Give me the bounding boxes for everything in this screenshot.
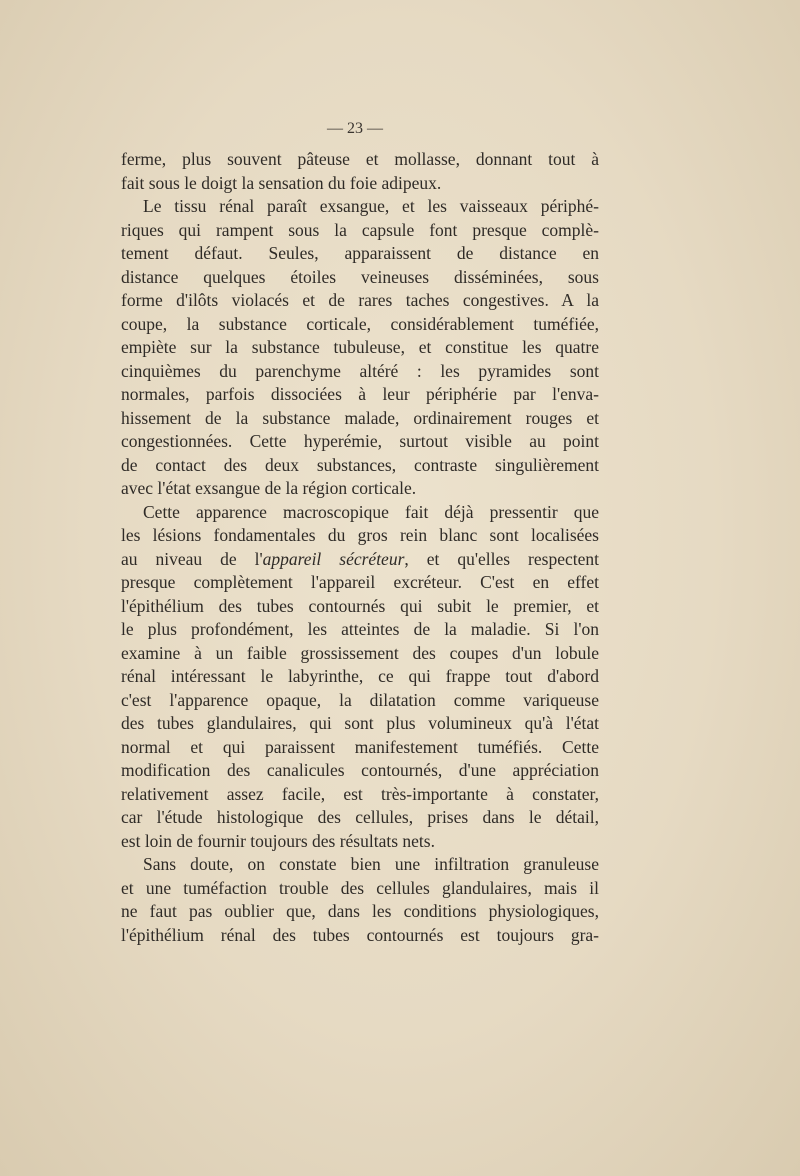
- text-line: cinquièmes du parenchyme altéré : les pyramides sont: [121, 360, 599, 381]
- text-line: Cette apparence macroscopique fait déjà pressentir que: [143, 501, 599, 522]
- text-line: empiète sur la substance tubuleuse, et constitue les quatre: [121, 337, 599, 357]
- text-line: coupe, la substance corticale, considérablement tuméfiée,: [121, 313, 599, 334]
- text-line: rénal intéressant le labyrinthe, ce qui frappe tout d'abord: [121, 666, 599, 686]
- text-line: riques qui rampent sous la capsule font presque complè-: [121, 219, 599, 240]
- text-line: de contact des deux substances, contraste singulièrement: [121, 454, 599, 475]
- text-line: hissement de la substance malade, ordinairement rouges et: [121, 407, 599, 428]
- text-line: l'épithélium des tubes contournés qui subit le premier, et: [121, 595, 599, 616]
- text-line: ne faut pas oublier que, dans les conditions physiologiques,: [121, 901, 599, 921]
- text-line: c'est l'apparence opaque, la dilatation comme variqueuse: [121, 689, 599, 710]
- text-line: normales, parfois dissociées à leur périphérie par l'enva-: [121, 384, 599, 404]
- text-line: Le tissu rénal paraît exsangue, et les vaisseaux périphé-: [143, 196, 599, 216]
- text-line: et une tuméfaction trouble des cellules glandulaires, mais il: [121, 877, 599, 898]
- text-line: tement défaut. Seules, apparaissent de distance en: [121, 243, 599, 263]
- text-line: les lésions fondamentales du gros rein blanc sont localisées: [121, 525, 599, 545]
- body-text: [121, 148, 599, 947]
- text-line: distance quelques étoiles veineuses disséminées, sous: [121, 266, 599, 287]
- text-line: car l'étude histologique des cellules, prises dans le détail,: [121, 807, 599, 827]
- text-line: forme d'ilôts violacés et de rares taches congestives. A la: [121, 290, 599, 310]
- text-line: l'épithélium rénal des tubes contournés est toujours gra-: [121, 924, 599, 945]
- text-segment: , et qu'elles respectent: [404, 548, 599, 569]
- text-line: congestionnées. Cette hyperémie, surtout visible au point: [121, 431, 599, 451]
- text-line: Sans doute, on constate bien une infiltration granuleuse: [143, 854, 599, 874]
- text-line: est loin de fournir toujours des résultats nets.: [121, 830, 435, 851]
- text-line: fait sous le doigt la sensation du foie adipeux.: [121, 172, 442, 193]
- text-line: normal et qui paraissent manifestement tuméfiés. Cette: [121, 736, 599, 757]
- text-line: avec l'état exsangue de la région corticale.: [121, 478, 417, 498]
- text-line: presque complètement l'appareil excréteur. C'est en effet: [121, 572, 599, 592]
- text-line: ferme, plus souvent pâteuse et mollasse, donnant tout à: [121, 149, 599, 169]
- italic-phrase: appareil sécréteur: [262, 548, 405, 569]
- text-line: des tubes glandulaires, qui sont plus volumineux qu'à l'état: [121, 713, 599, 733]
- text-line: modification des canalicules contournés, d'une appréciation: [121, 760, 599, 780]
- text-line: relativement assez facile, est très-importante à constater,: [121, 783, 599, 804]
- text-segment: au niveau de l': [121, 548, 263, 569]
- text-line: le plus profondément, les atteintes de la maladie. Si l'on: [121, 619, 599, 639]
- text-line-with-italic: [121, 548, 599, 572]
- text-line: examine à un faible grossissement des coupes d'un lobule: [121, 642, 599, 663]
- page-number: — 23 —: [327, 120, 383, 137]
